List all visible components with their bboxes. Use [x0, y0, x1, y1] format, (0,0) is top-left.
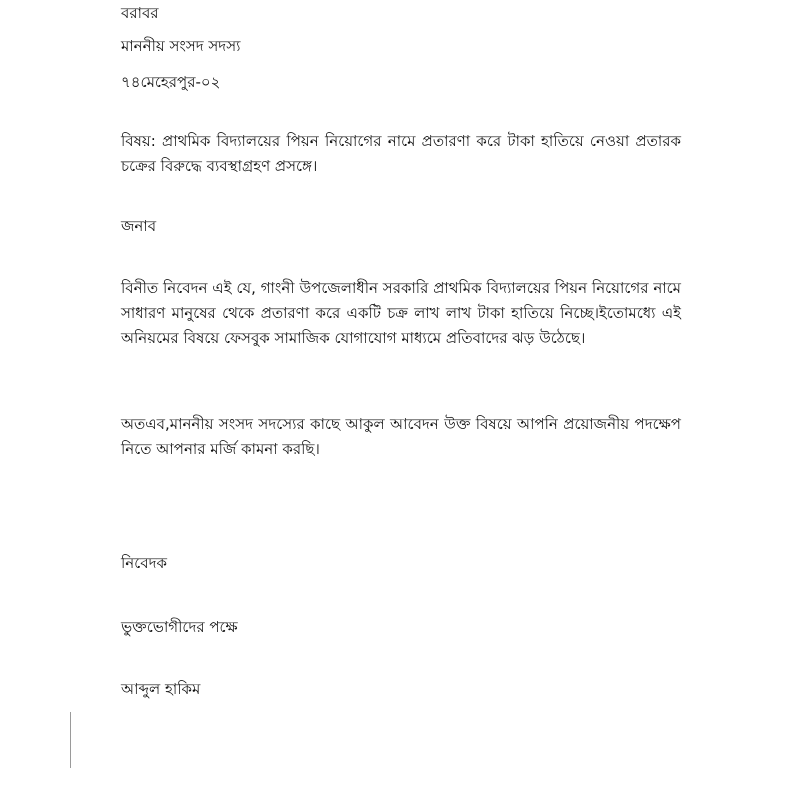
margin-mark	[70, 712, 71, 768]
recipient-title: মাননীয় সংসদ সদস্য	[121, 37, 241, 55]
constituency: ৭৪মেহেরপুর-০২	[121, 73, 221, 91]
body-text-1: বিনীত নিবেদন এই যে, গাংনী উপজেলাধীন সরকারি প্রাথমিক বিদ্যালয়ের পিয়ন নিয়োগের নামে সাধারণ মানুষের থেকে প্রতারণা করে একটি চক্র লাখ লাখ টাকা হাতিয়ে নিচ্ছে।ইতোমধ্যে এই অনিয়মের বিষয়ে ফেসবুক সামাজিক যোগাযোগ মাধ্যমে প্রতিবাদের ঝড় উঠেছে।	[121, 279, 681, 347]
salutation: জনাব	[121, 217, 157, 235]
applicant-label: নিবেদক	[121, 554, 167, 572]
body-paragraph-1	[121, 276, 681, 351]
subject-block	[121, 129, 681, 179]
signatory-name: আব্দুল হাকিম	[121, 680, 201, 698]
addressee-line: বরাবর	[121, 4, 159, 22]
subject-text: বিষয়: প্রাথমিক বিদ্যালয়ের পিয়ন নিয়োগের নামে প্রতারণা করে টাকা হাতিয়ে নেওয়া প্রতারক চক্রের বিরুদ্ধে ব্যবস্থাগ্রহণ প্রসঙ্গে।	[121, 132, 681, 175]
body-paragraph-2	[121, 412, 681, 462]
on-behalf-line: ভুক্তভোগীদের পক্ষে	[121, 618, 238, 636]
body-text-2: অতএব,মাননীয় সংসদ সদস্যের কাছে আকুল আবেদন উক্ত বিষয়ে আপনি প্রয়োজনীয় পদক্ষেপ নিতে আপনার মর্জি কামনা করছি।	[121, 415, 681, 458]
